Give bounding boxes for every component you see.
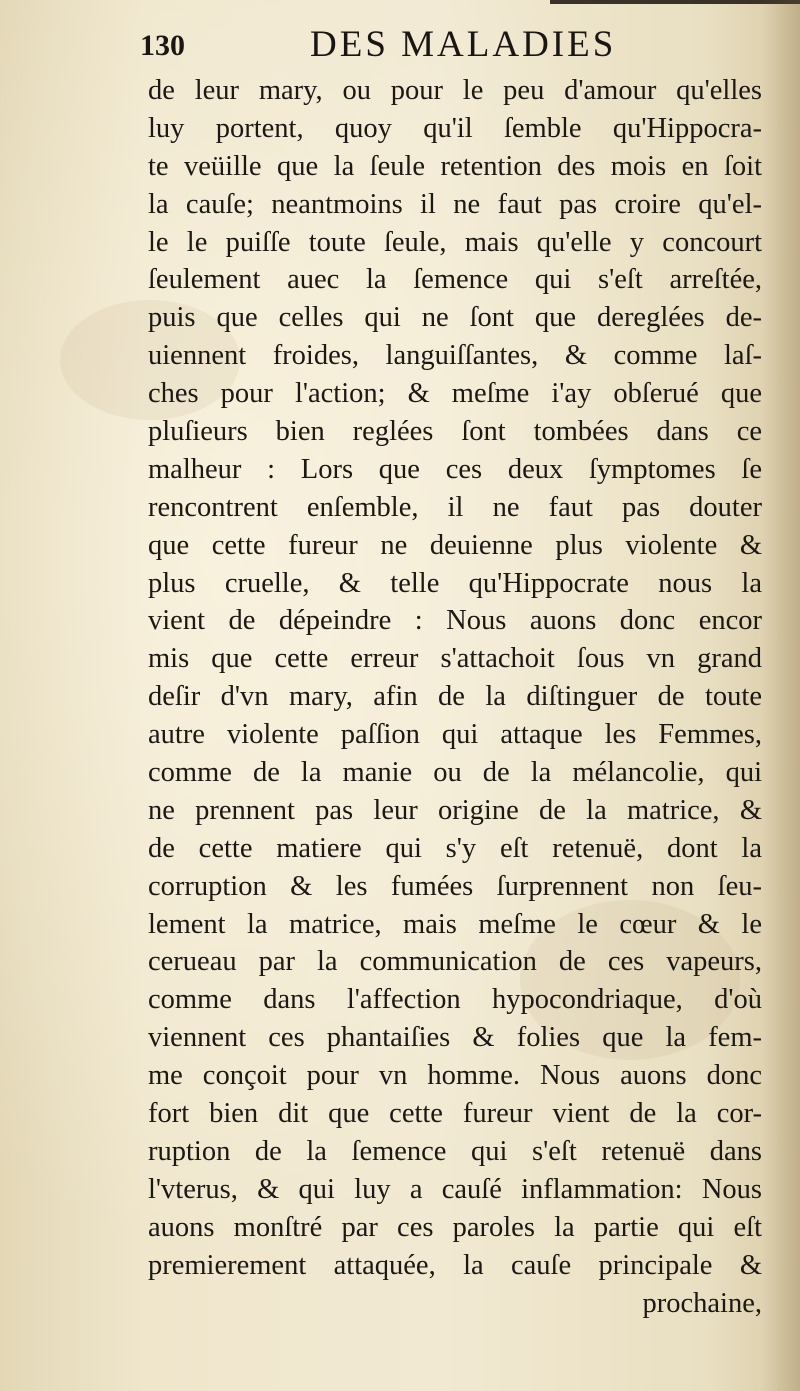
running-title: DES MALADIES: [310, 24, 617, 65]
page-number: 130: [140, 29, 185, 62]
text-line: premierement attaquée, la cauſe principale &: [148, 1249, 762, 1281]
text-line: rencontrent enſemble, il ne faut pas douter: [148, 491, 762, 523]
text-line: te veüille que la ſeule retention des mois en ſoit: [148, 150, 762, 182]
text-line: ches pour l'action; & meſme i'ay obſerué que: [148, 378, 762, 410]
text-line: mis que cette erreur s'attachoit ſous vn grand: [148, 643, 762, 675]
text-line: ruption de la ſemence qui s'eſt retenuë dans: [148, 1135, 762, 1167]
text-line: luy portent, quoy qu'il ſemble qu'Hippocra-: [148, 112, 762, 144]
text-line: autre violente paſſion qui attaque les Femmes,: [148, 719, 762, 751]
text-line: la cauſe; neantmoins il ne faut pas croire qu'el-: [148, 188, 762, 220]
page-header: [140, 22, 660, 68]
text-line: de cette matiere qui s'y eſt retenuë, dont la: [148, 832, 762, 864]
text-line: l'vterus, & qui luy a cauſé inflammation: Nous: [148, 1173, 762, 1205]
text-line: le le puiſſe toute ſeule, mais qu'elle y concourt: [148, 226, 762, 258]
text-line: cerueau par la communication de ces vapeurs,: [148, 946, 762, 978]
text-line: puis que celles qui ne ſont que dereglées de-: [148, 302, 762, 334]
text-line: comme de la manie ou de la mélancolie, qui: [148, 757, 762, 789]
text-line: fort bien dit que cette fureur vient de la cor-: [148, 1098, 762, 1130]
text-line: malheur : Lors que ces deux ſymptomes ſe: [148, 453, 762, 485]
body-text: [148, 72, 762, 1322]
text-line: que cette fureur ne deuienne plus violente &: [148, 529, 762, 561]
text-line: corruption & les fumées ſurprennent non ſeu-: [148, 870, 762, 902]
text-line: me conçoit pour vn homme. Nous auons donc: [148, 1060, 762, 1092]
text-line: lement la matrice, mais meſme le cœur & le: [148, 908, 762, 940]
text-line: auons monſtré par ces paroles la partie qui eſt: [148, 1211, 762, 1243]
text-line: comme dans l'affection hypocondriaque, d'où: [148, 984, 762, 1016]
text-line: plus cruelle, & telle qu'Hippocrate nous la: [148, 567, 762, 599]
text-line: deſir d'vn mary, afin de la diſtinguer de toute: [148, 681, 762, 713]
text-line: ne prennent pas leur origine de la matrice, &: [148, 794, 762, 826]
text-line: pluſieurs bien reglées ſont tombées dans ce: [148, 416, 762, 448]
text-line: ſeulement auec la ſemence qui s'eſt arreſtée,: [148, 264, 762, 296]
text-line: viennent ces phantaiſies & folies que la fem-: [148, 1022, 762, 1054]
text-line: de leur mary, ou pour le peu d'amour qu'elles: [148, 75, 762, 106]
text-line: vient de dépeindre : Nous auons donc encor: [148, 605, 762, 637]
text-line: uiennent froides, languiſſantes, & comme laſ-: [148, 340, 762, 372]
catchword: prochaine,: [642, 1287, 762, 1319]
